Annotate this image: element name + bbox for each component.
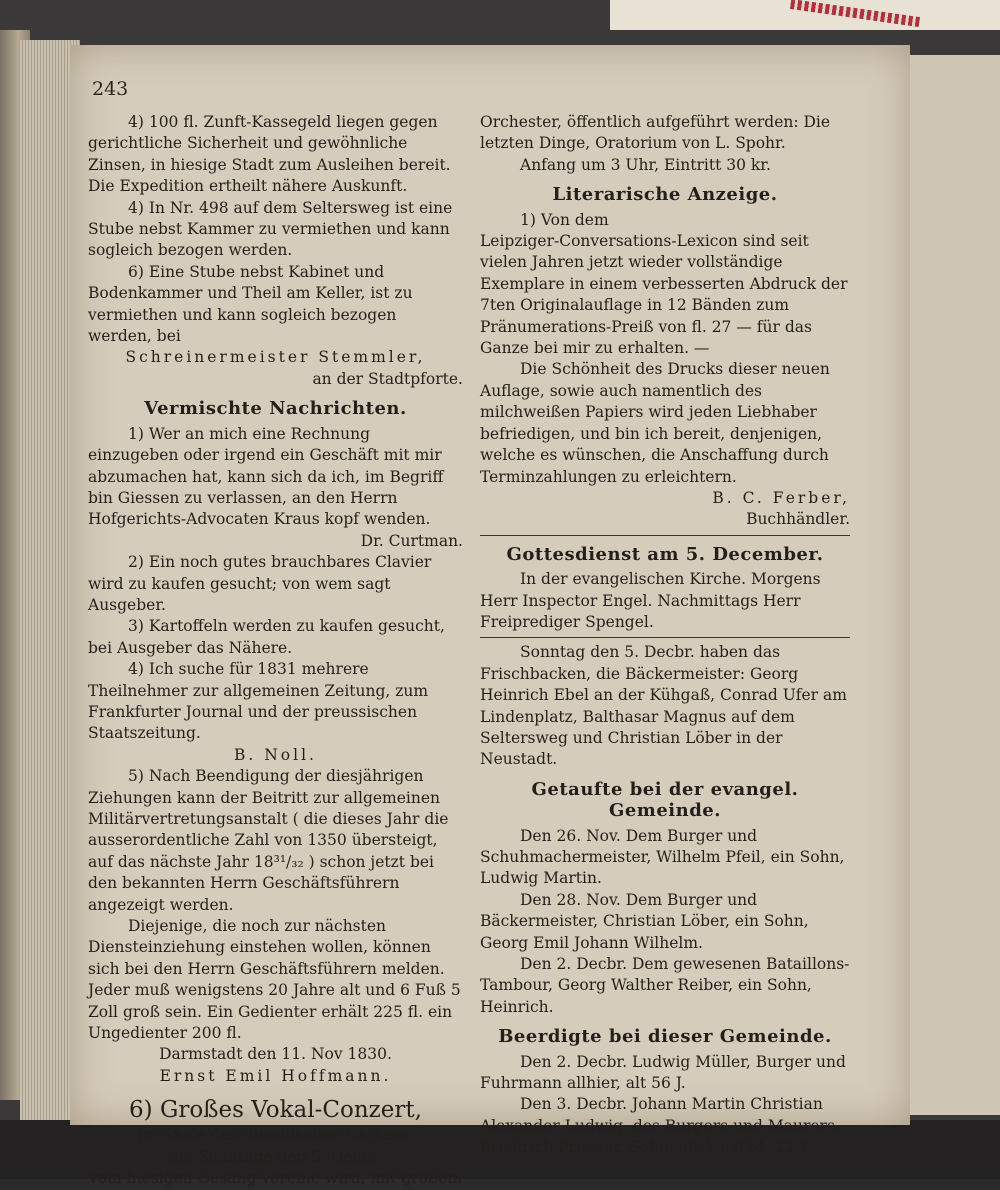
page-number: 243 (92, 78, 128, 100)
signature: B. C. Ferber, (480, 488, 850, 509)
ad-paragraph: 4) In Nr. 498 auf dem Seltersweg ist eine Stube nebst Kammer zu vermiethen und kann sogleich bezogen werden. (88, 198, 463, 262)
ad-paragraph: 2) Ein noch gutes brauchbares Clavier wird zu kaufen gesucht; von wem sagt Ausgeber. (88, 552, 463, 616)
signature: Dr. Curtman. (88, 531, 463, 552)
signature: B. Noll. (88, 745, 463, 766)
ad-paragraph: 1) Von dem (480, 210, 850, 231)
concert-venue: im Saale des Buschischen Gartens, (88, 1125, 463, 1146)
record-entry: Den 2. Decbr. Ludwig Müller, Burger und Fuhrmann allhier, alt 56 J. (480, 1052, 850, 1095)
concert-date: am Sonntage den 5. Decbr. (88, 1147, 463, 1168)
section-heading: Vermischte Nachrichten. (88, 398, 463, 419)
dateline: Darmstadt den 11. Nov 1830. (88, 1044, 463, 1065)
concert-title: 6) Großes Vokal-Conzert, (88, 1095, 463, 1125)
section-heading: Getaufte bei der evangel. Gemeinde. (480, 779, 850, 822)
record-entry: Den 3. Decbr. Johann Martin Christian Alexander Ludwig, des Burgers und Maurers, Friedrich Priester, Sohn, alt 1 J. 8 M. 22 T. (480, 1094, 850, 1158)
section-heading: Beerdigte bei dieser Gemeinde. (480, 1026, 850, 1047)
record-entry: Den 26. Nov. Dem Burger und Schuhmachermeister, Wilhelm Pfeil, ein Sohn, Ludwig Martin. (480, 826, 850, 890)
ad-paragraph: Sonntag den 5. Decbr. haben das Frischbacken, die Bäckermeister: Georg Heinrich Ebel an der Kühgaß, Conrad Ufer am Lindenplatz, Balthasar Magnus auf dem Seltersweg und Christian Löber in der Neustadt. (480, 642, 850, 770)
ad-paragraph: 4) Ich suche für 1831 mehrere Theilnehmer zur allgemeinen Zeitung, zum Frankfurter Journal und der preussischen Staatszeitung. (88, 659, 463, 745)
left-column (88, 112, 463, 1190)
ad-paragraph: In der evangelischen Kirche. Morgens Herr Inspector Engel. Nachmittags Herr Freiprediger Spengel. (480, 569, 850, 633)
spacer (88, 1087, 463, 1095)
signature: Ernst Emil Hoffmann. (88, 1066, 463, 1087)
signature-title: Buchhändler. (480, 509, 850, 530)
ad-paragraph: 6) Eine Stube nebst Kabinet und Bodenkammer und Theil am Keller, ist zu vermiethen und kann sogleich bezogen werden, bei (88, 262, 463, 348)
adjacent-page (905, 55, 1000, 1115)
record-entry: Den 2. Decbr. Dem gewesenen Bataillons-Tambour, Georg Walther Reiber, ein Sohn, Heinrich. (480, 954, 850, 1018)
section-heading: Gottesdienst am 5. December. (480, 544, 850, 565)
record-entry: Den 28. Nov. Dem Burger und Bäckermeister, Christian Löber, ein Sohn, Georg Emil Johann Wilhelm. (480, 890, 850, 954)
right-column (480, 112, 850, 1159)
concert-text: vom hiesigen Gesang-Vereine wird, mit großem (88, 1168, 463, 1189)
ad-paragraph: Diejenige, die noch zur nächsten Diensteinziehung einstehen wollen, können sich bei den Herrn Geschäftsführern melden. Jeder muß wenigstens 20 Jahre alt und 6 Fuß 5 Zoll groß sein. Ein Gedienter erhält 225 fl. ein Ungedienter 200 fl. (88, 916, 463, 1044)
ad-paragraph: Orchester, öffentlich aufgeführt werden: Die letzten Dinge, Oratorium von L. Spohr. (480, 112, 850, 155)
signature-location: an der Stadtpforte. (88, 369, 463, 390)
ad-paragraph: Die Schönheit des Drucks dieser neuen Auflage, sowie auch namentlich des milchweißen Papiers wird jeden Liebhaber befriedigen, und bin ich bereit, denjenigen, welche es wünschen, die Anschaffung durch Terminzahlungen zu erleichtern. (480, 359, 850, 487)
ad-paragraph: Anfang um 3 Uhr, Eintritt 30 kr. (480, 155, 850, 176)
divider (480, 535, 850, 536)
ad-paragraph: 1) Wer an mich eine Rechnung einzugeben oder irgend ein Geschäft mit mir abzumachen hat, kann sich da ich, im Begriff bin Giessen zu verlassen, an den Herrn Hofgerichts-Advocaten Kraus kopf wenden. (88, 424, 463, 531)
ad-paragraph: 4) 100 fl. Zunft-Kassegeld liegen gegen gerichtliche Sicherheit und gewöhnliche Zinsen, in hiesige Stadt zum Ausleihen bereit. Die Expedition ertheilt nähere Auskunft. (88, 112, 463, 198)
ad-paragraph: 5) Nach Beendigung der diesjährigen Ziehungen kann der Beitritt zur allgemeinen Militärvertretungsanstalt ( die dieses Jahr die ausserordentliche Zahl von 1350 übersteigt, auf das nächste Jahr 18³¹/₃₂ ) schon jetzt bei den bekannten Herrn Geschäftsführern angezeigt werden. (88, 766, 463, 916)
ad-paragraph: 3) Kartoffeln werden zu kaufen gesucht, bei Ausgeber das Nähere. (88, 616, 463, 659)
ad-paragraph: Leipziger-Conversations-Lexicon sind seit vielen Jahren jetzt wieder vollständige Exemplare in einem verbesserten Abdruck der 7ten Originalauflage in 12 Bänden zum Pränumerations-Preiß von fl. 27 — für das Ganze bei mir zu erhalten. — (480, 231, 850, 359)
signature: Schreinermeister Stemmler, (88, 347, 463, 368)
section-heading: Literarische Anzeige. (480, 184, 850, 205)
divider (480, 637, 850, 638)
